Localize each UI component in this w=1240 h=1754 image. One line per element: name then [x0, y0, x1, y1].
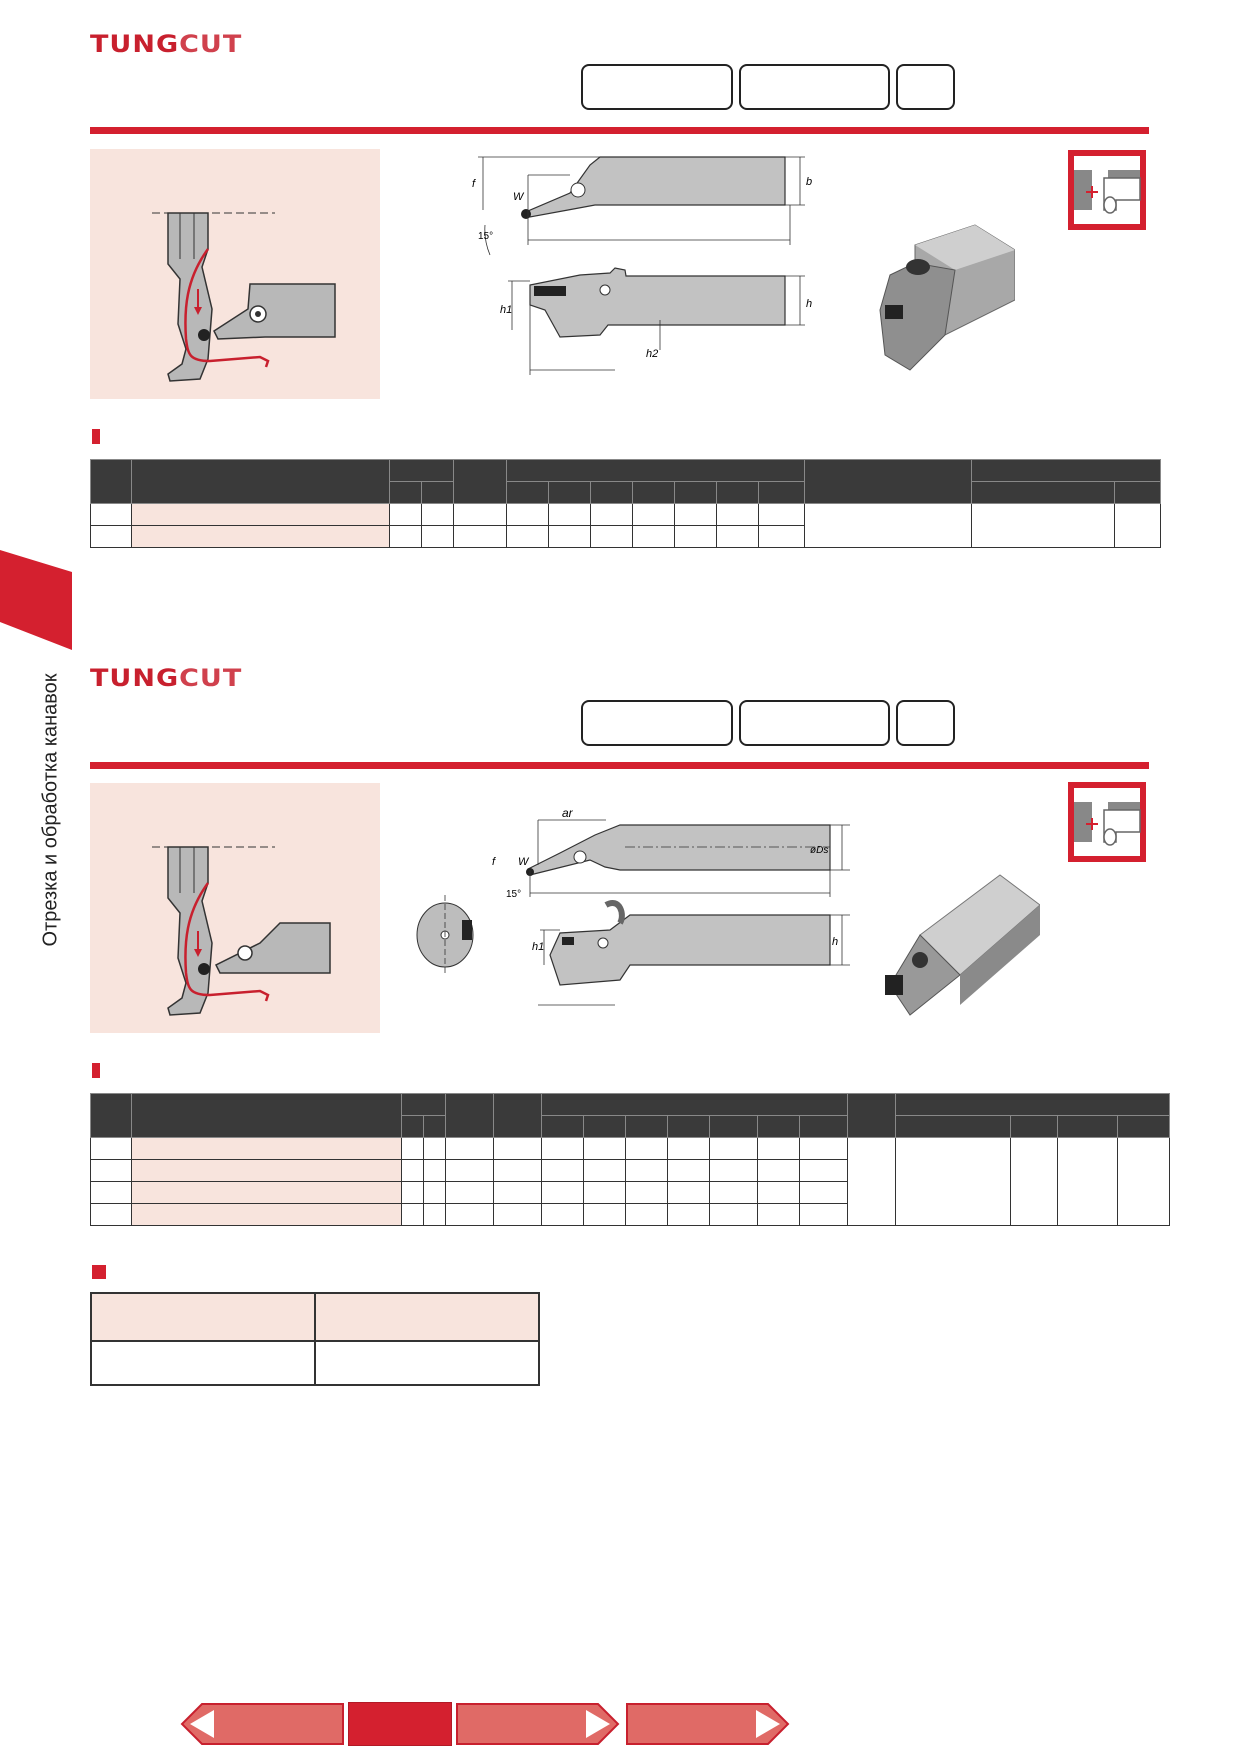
table-row: [91, 1138, 1170, 1160]
application-illustration: [90, 783, 380, 1033]
header-pill-2: [739, 64, 890, 110]
header-pill-1: [581, 64, 733, 110]
groove-profile-icon: [1068, 782, 1146, 862]
header-pill-1: [581, 700, 733, 746]
arrow-left-icon: [180, 1702, 345, 1746]
groove-profile-icon: [1068, 782, 1146, 862]
groove-profile-icon: [1068, 150, 1146, 230]
workpiece-drawing: [90, 783, 380, 1033]
tool-3d-render: [870, 215, 1015, 375]
table-marker: [92, 429, 100, 444]
dim-h1: h1: [500, 304, 513, 316]
nav-next-page-button[interactable]: [625, 1702, 790, 1746]
dim-h: h: [806, 298, 813, 310]
technical-drawing: [450, 145, 830, 385]
spec-table-2: [90, 1093, 1170, 1226]
table-row: [91, 1341, 539, 1385]
dim-ds: øDs: [810, 845, 829, 856]
dim-w: W: [518, 856, 529, 868]
tool-3d-render: [880, 865, 1040, 1030]
nav-next-button[interactable]: [455, 1702, 620, 1746]
dim-h2: h2: [646, 348, 659, 360]
workpiece-drawing: [90, 149, 380, 399]
tool-holder-photo: [870, 215, 1015, 375]
header-pill-2: [739, 700, 890, 746]
dim-f: f: [492, 856, 496, 868]
header-pill-3: [896, 700, 955, 746]
section-divider: [90, 127, 1149, 134]
technical-drawing: [410, 805, 850, 1020]
arrow-right-icon: [625, 1702, 790, 1746]
header-pill-3: [896, 64, 955, 110]
brand-logo: TUNGCUT: [90, 664, 243, 693]
dim-f: f: [472, 178, 476, 190]
dim-b: b: [806, 176, 813, 188]
table-row: [91, 504, 1161, 526]
holder-dimensions-drawing: [450, 145, 830, 385]
groove-profile-icon: [1068, 150, 1146, 230]
spare-parts-table: [90, 1292, 540, 1386]
brand-logo: TUNGCUT: [90, 30, 243, 59]
table-header-row: [91, 1094, 1170, 1116]
dim-w: W: [513, 191, 524, 203]
arrow-right-icon: [455, 1702, 620, 1746]
table-header-row: [91, 1293, 539, 1341]
dim-h1: h1: [532, 941, 545, 953]
table-header-row: [91, 460, 1161, 482]
dim-angle: 15°: [506, 889, 522, 900]
table-marker: [92, 1063, 100, 1078]
table-marker: [92, 1265, 106, 1279]
dim-h: h: [832, 936, 839, 948]
side-tab-label: Отрезка и обработка канавок: [39, 673, 62, 947]
nav-contents-button[interactable]: [348, 1702, 452, 1746]
bar-dimensions-drawing: [410, 805, 850, 1020]
dim-ar: ar: [562, 806, 573, 820]
spec-table-1: [90, 459, 1161, 548]
side-tab-marker: [0, 550, 72, 650]
application-illustration: [90, 149, 380, 399]
tool-bar-photo: [880, 865, 1040, 1030]
nav-prev-button[interactable]: [180, 1702, 345, 1746]
section-divider: [90, 762, 1149, 769]
dim-angle: 15°: [478, 231, 494, 242]
